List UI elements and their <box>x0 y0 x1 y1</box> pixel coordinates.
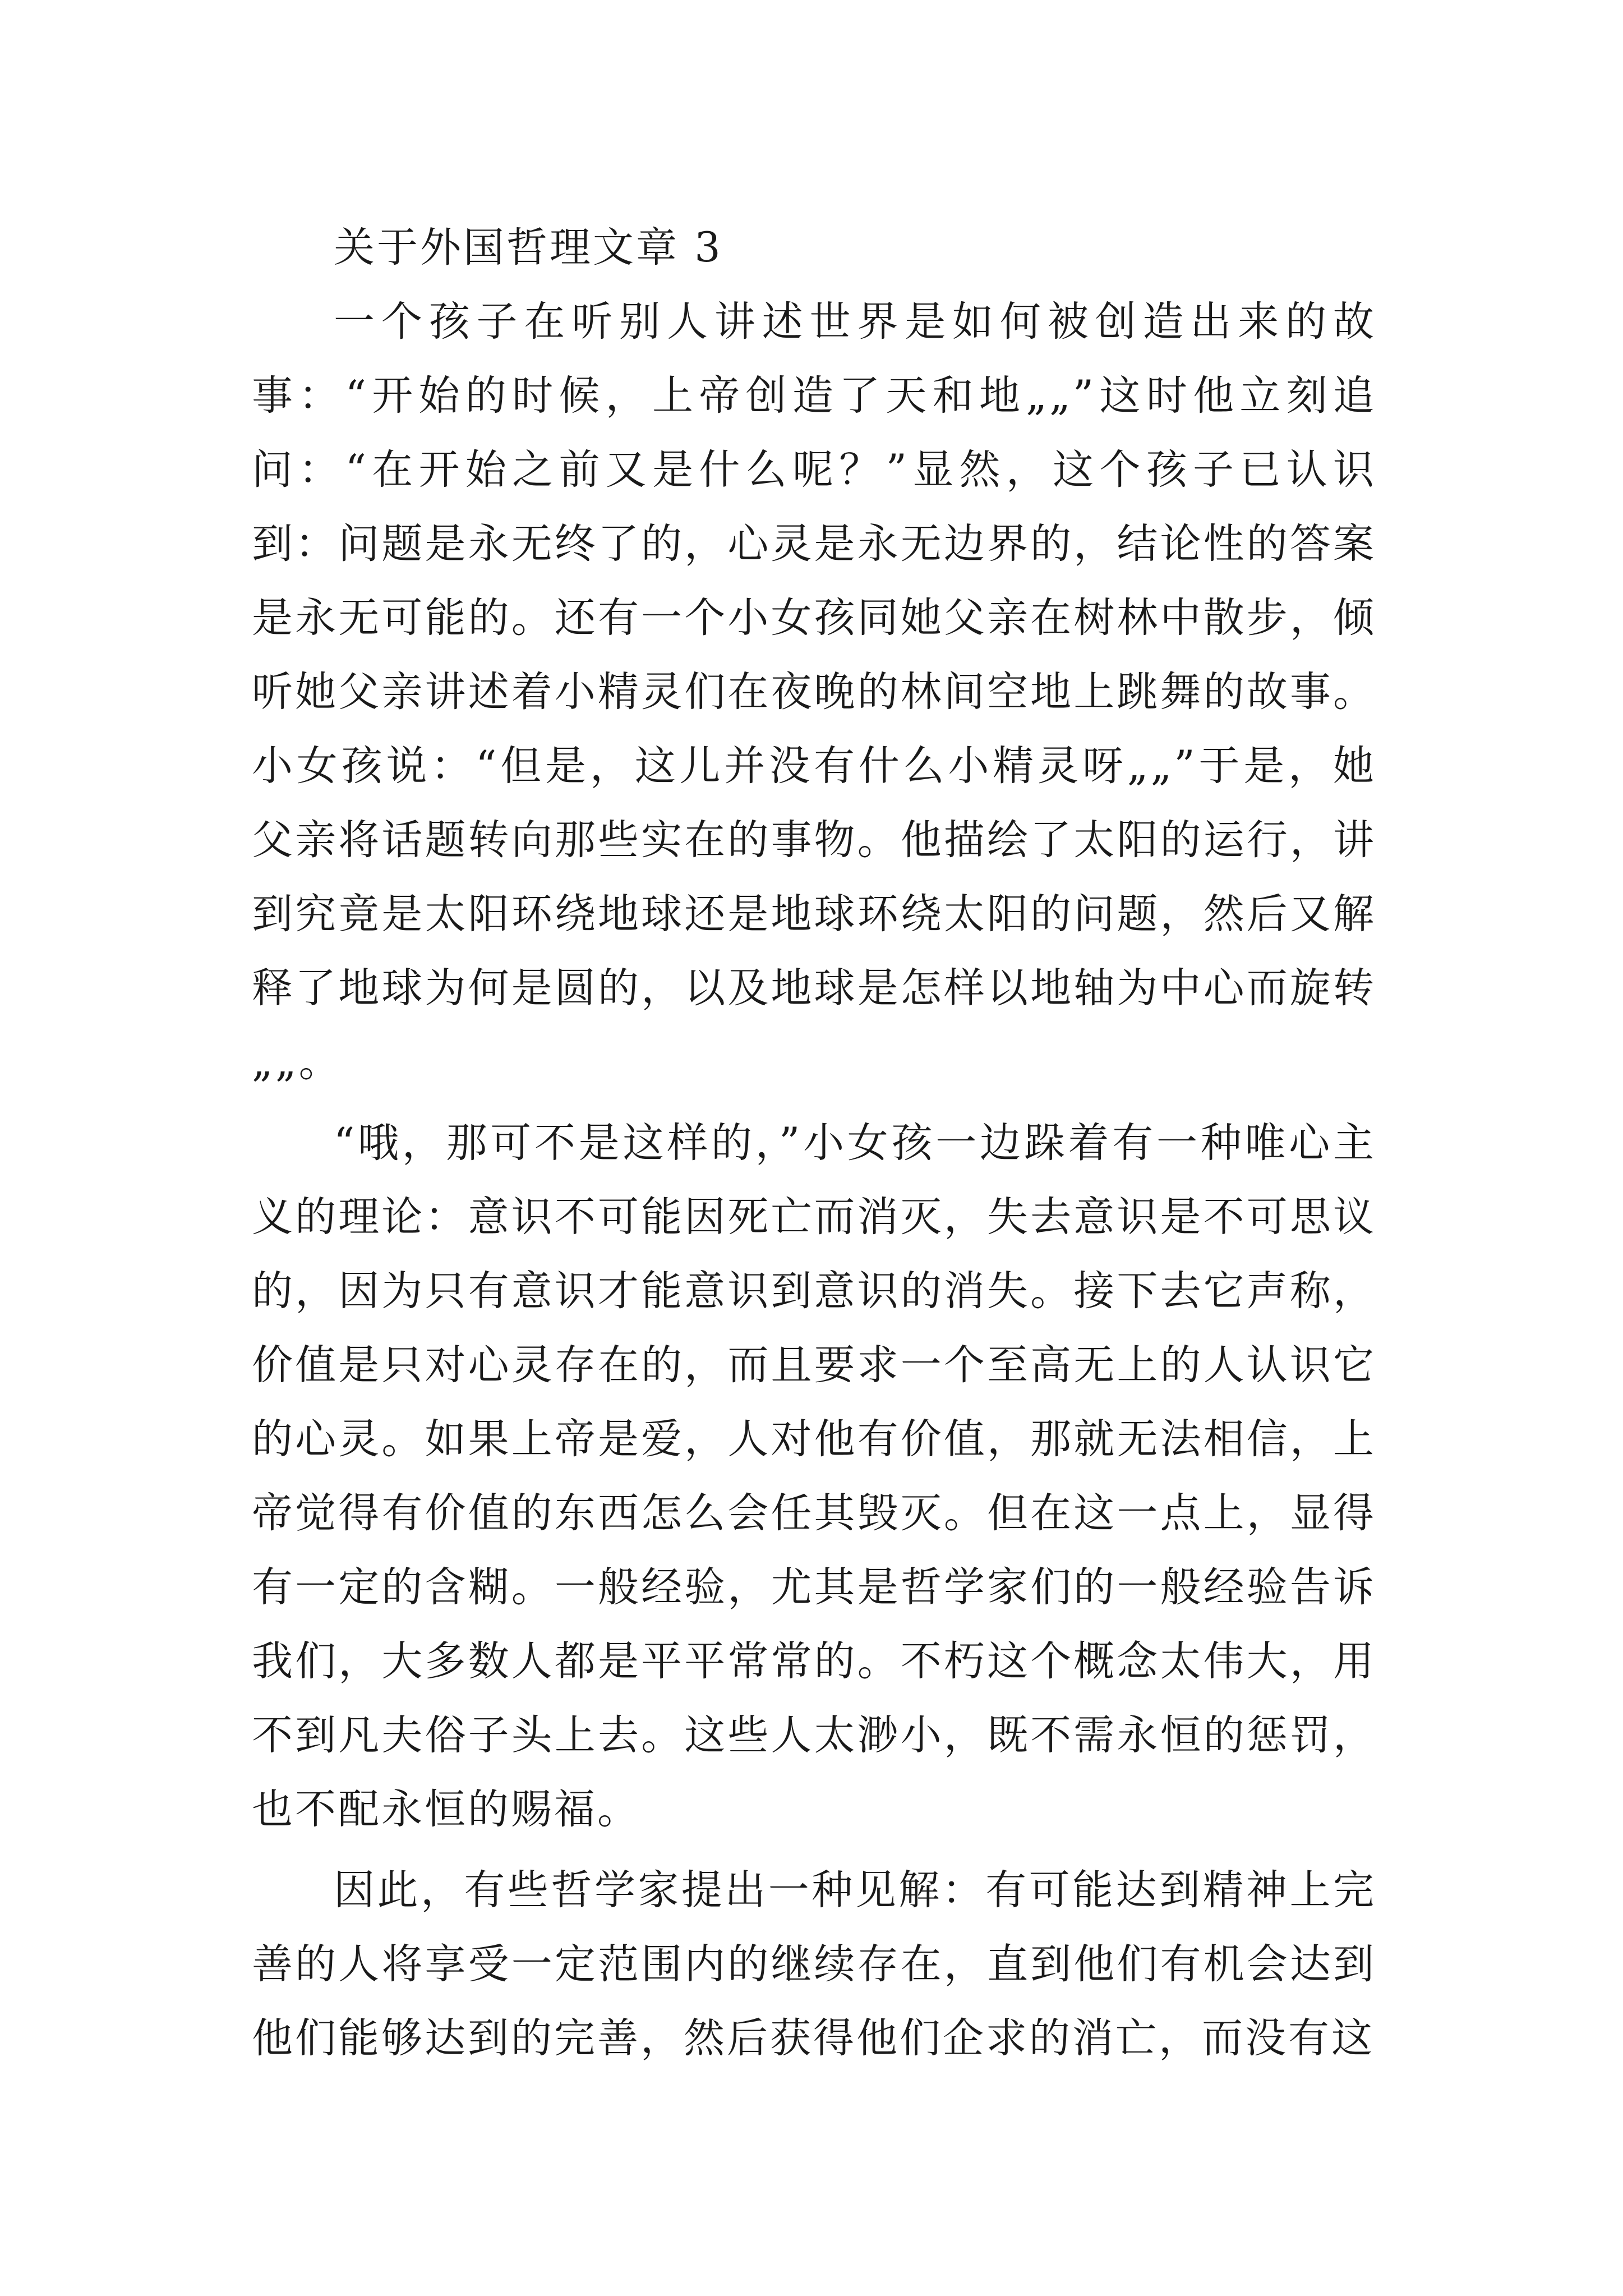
paragraph-3: 因此，有些哲学家提出一种见解：有可能达到精神上完善的人将享受一定范围内的继续存在，直到他们有机会达到他们能够达到的完善，然后获得他们企求的消亡，而没有这 <box>252 1866 1376 2062</box>
paragraph-2: “哦，那可不是这样的，”小女孩一边跺着有一种唯心主义的理论：意识不可能因死亡而消灭，失去意识是不可思议的，因为只有意识才能意识到意识的消失。接下去它声称，价值是只对心灵存在的，而且要求一个至高无上的人认识它的心灵。如果上帝是爱，人对他有价值，那就无法相信，上帝觉得有价值的东西怎么会任其毁灭。但在这一点上，显得有一定的含糊。一般经验，尤其是哲学家们的一般经验告诉我们，大多数人都是平平常常的。不朽这个概念太伟大，用不到凡夫俗子头上去。这些人太渺小，既不需永恒的惩罚，也不配永恒的赐福。 <box>252 1119 1376 1833</box>
document-body <box>252 211 1376 2076</box>
document-title: 关于外国哲理文章 3 <box>334 224 723 272</box>
paragraph-1: 一个孩子在听别人讲述世界是如何被创造出来的故事：“开始的时候，上帝创造了天和地„„”这时他立刻追问：“在开始之前又是什么呢？”显然，这个孩子已认识到：问题是永无终了的，心灵是永无边界的，结论性的答案是永无可能的。还有一个小女孩同她父亲在树林中散步，倾听她父亲讲述着小精灵们在夜晚的林间空地上跳舞的故事。小女孩说：“但是，这儿并没有什么小精灵呀„„”于是，她父亲将话题转向那些实在的事物。他描绘了太阳的运行，讲到究竟是太阳环绕地球还是地球环绕太阳的问题，然后又解释了地球为何是圆的，以及地球是怎样以地轴为中心而旋转„„。 <box>252 298 1376 1086</box>
